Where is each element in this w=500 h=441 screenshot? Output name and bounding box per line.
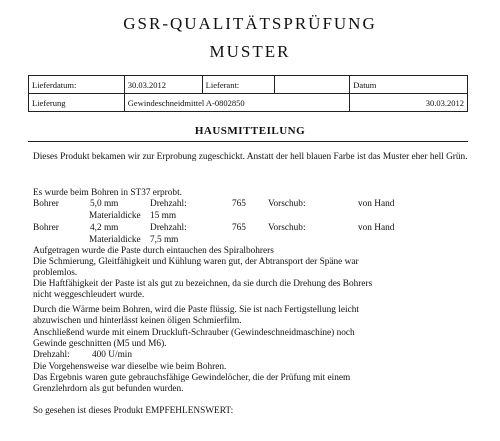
lieferung-label: Lieferung (29, 94, 125, 112)
drill-2-speed: 765 (232, 223, 246, 233)
table-row (29, 76, 468, 94)
body-line: Durch die Wärme beim Bohren, wird die Paste flüssig. Sie ist nach Fertigstellung leicht (33, 305, 359, 315)
lieferant-value (274, 76, 350, 94)
test-intro: Es wurde beim Bohren in ST37 erprobt. (33, 188, 182, 198)
closing-line: Die Vorgehensweise war dieselbe wie beim Bohren. (33, 362, 227, 372)
speed-label: Drehzahl: (33, 350, 70, 360)
drill-1-speed-label: Drehzahl: (150, 199, 187, 209)
conclusion-line: So gesehen ist dieses Produkt EMPFEHLENSWERT: (33, 406, 234, 416)
drill-1-feed: von Hand (358, 199, 395, 209)
section-title: HAUSMITTEILUNG (194, 125, 306, 137)
drill-2-feed: von Hand (358, 223, 395, 233)
intro-paragraph: Dieses Produkt bekamen wir zur Erprobung zugeschickt. Anstatt der hell blauen Farbe ist das Muster eher hell Grün. (33, 152, 468, 162)
body-line: Die Haftfähigkeit der Paste ist als gut zu bezeichnen, da sie durch die Drehung des Bohrers (33, 279, 373, 289)
body-line: nicht weggeschleudert wurde. (33, 290, 145, 300)
table-row (29, 94, 468, 112)
drill-2-material-label: Materialdicke (89, 235, 141, 245)
lieferdatum-label: Lieferdatum: (29, 76, 125, 94)
drill-1-material-label: Materialdicke (89, 211, 141, 221)
drill-1-material: 15 mm (150, 211, 177, 221)
drill-2-speed-label: Drehzahl: (150, 223, 187, 233)
datum-value: 30.03.2012 (350, 94, 468, 112)
datum-label: Datum (350, 76, 468, 94)
speed-value: 400 U/min (92, 350, 133, 360)
body-line: abzuwischen und hinterlässt keinen öligen Schmierfilm. (33, 316, 242, 326)
closing-line: Das Ergebnis waren gute gebrauchsfähige Gewindelöcher, die der Prüfung mit einem (33, 373, 351, 383)
drill-2-material: 7,5 mm (150, 235, 179, 245)
drill-2-feed-label: Vorschub: (268, 223, 306, 233)
body-line: problemlos. (33, 268, 78, 278)
closing-line: Grenzlehrdorn als gut befunden wurden. (33, 384, 184, 394)
lieferant-label: Lieferant: (202, 76, 274, 94)
body-line: Aufgetragen wurde die Paste durch eintauchen des Spiralbohrers (33, 246, 274, 256)
drill-1-speed: 765 (232, 199, 246, 209)
document-subtitle: MUSTER (209, 42, 291, 61)
drill-2-size: 4,2 mm (90, 223, 119, 233)
delivery-info-table (28, 75, 468, 112)
drill-1-size: 5,0 mm (90, 199, 119, 209)
body-line: Gewinde geschnitten (M5 und M6). (33, 339, 167, 349)
drill-1-label: Bohrer (33, 199, 59, 209)
drill-1-feed-label: Vorschub: (268, 199, 306, 209)
body-line: Anschließend wurde mit einem Druckluft-Schrauber (Gewindeschneidmaschine) noch (33, 328, 355, 338)
lieferdatum-value: 30.03.2012 (124, 76, 202, 94)
lieferung-value: Gewindeschneidmittel A-0802850 (124, 94, 350, 112)
section-divider (28, 141, 468, 142)
drill-2-label: Bohrer (33, 223, 59, 233)
body-line: Die Schmierung, Gleitfähigkeit und Kühlung waren gut, der Abtransport der Späne war (33, 257, 359, 267)
document-title: GSR-QUALITÄTSPRÜFUNG (123, 14, 377, 33)
